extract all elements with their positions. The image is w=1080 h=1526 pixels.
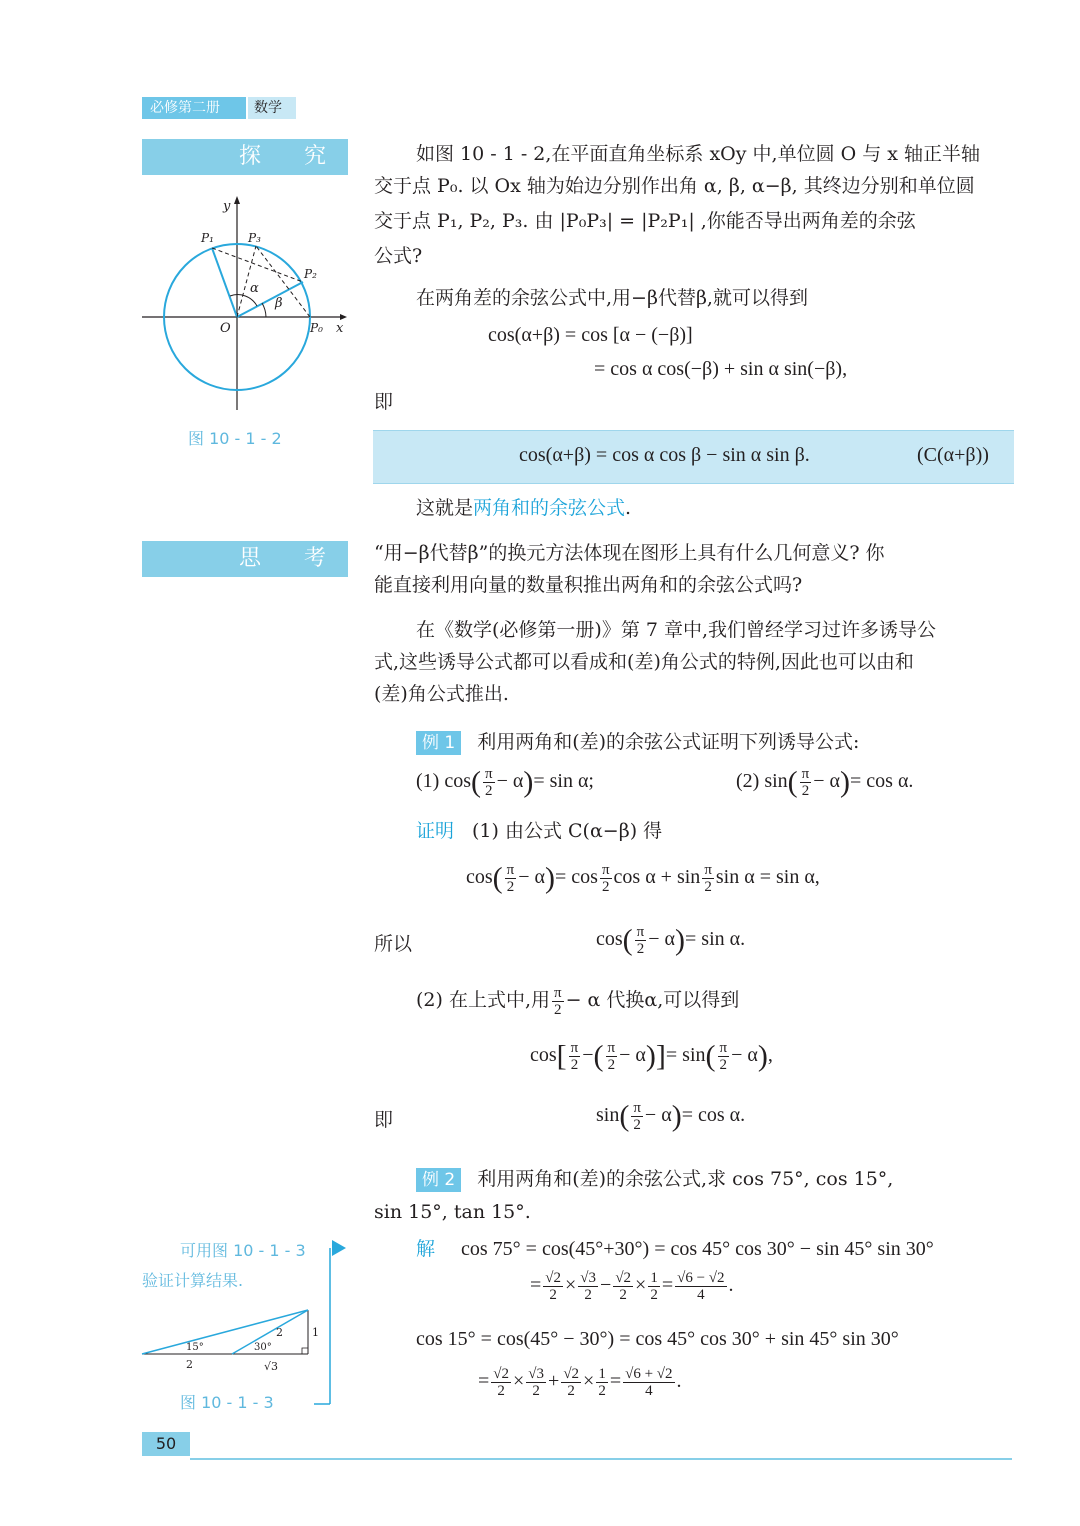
explore-line-2: 交于点 P₀. 以 Ox 轴为始边分别作出角 α, β, α−β, 其终边分别和单位圆: [374, 175, 975, 197]
think-line-2: 能直接利用向量的数量积推出两角和的余弦公式吗?: [374, 574, 803, 596]
proof-eq-4: sin( $\frac{\pi}{2}$ − α)= cos α.: [596, 1099, 746, 1133]
label-p1: P₁: [201, 231, 214, 245]
explore-paragraph-cont: [374, 170, 1016, 272]
page-number: 50: [155, 1434, 177, 1453]
explore-line-1: 如图 10 - 1 - 2,在平面直角坐标系 xOy 中,单位圆 O 与 x 轴正半轴: [416, 143, 981, 165]
ex1-item2-pre: (2) sin: [736, 770, 788, 793]
alpha-arc: [230, 295, 257, 306]
proof-step-2: (2) 在上式中,用 $\frac{\pi}{2}$ − α 代换α,可以得到: [416, 984, 740, 1018]
explore-line-4: 公式?: [374, 245, 423, 267]
review-paragraph: [374, 614, 1016, 710]
proof-step-1: (1) 由公式 C(α−β) 得: [472, 820, 663, 842]
y-arrow: [234, 196, 240, 204]
example-1: [416, 726, 859, 758]
label-y: y: [223, 199, 231, 214]
example-2: [416, 1163, 893, 1195]
svg-text:1: 1: [312, 1326, 319, 1339]
page-number-box: [142, 1432, 190, 1456]
ex1-item1-post: = sin α;: [533, 770, 594, 793]
think-label: 思 考: [142, 541, 348, 577]
example-2-text-2: sin 15°, tan 15°.: [374, 1201, 531, 1223]
label-alpha: α: [250, 281, 259, 296]
note-arrow-icon: [332, 1240, 346, 1256]
ex1-item-2: (2) sin( $\frac{\pi}{2}$ − α)= cos α.: [736, 765, 914, 799]
x-arrow: [340, 314, 347, 320]
radius-p1: [212, 248, 237, 317]
svg-text:15°: 15°: [186, 1342, 204, 1353]
svg-text:√3: √3: [264, 1360, 279, 1373]
header-subject: 数学: [248, 97, 296, 119]
think-paragraph: [374, 537, 1016, 601]
ex1-item1-pre: (1) cos: [416, 770, 471, 793]
suoyi: 所以: [374, 933, 413, 955]
label-beta: β: [275, 296, 283, 311]
explore-paragraph: [416, 138, 1016, 170]
figure-triangles: [140, 1302, 320, 1382]
eq1-line1: cos(α+β) = cos [α − (−β)]: [488, 324, 693, 346]
eq1-line2: = cos α cos(−β) + sin α sin(−β),: [594, 358, 848, 380]
proof-eq-1: cos( $\frac{\pi}{2}$ − α)= cos $\frac{\pi}{2}$ cos α + sin $\frac{\pi}{2}$ sin α = sin α,: [466, 861, 820, 895]
substitute-intro: 在两角差的余弦公式中,用−β代替β,就可以得到: [416, 287, 808, 309]
svg-text:2: 2: [276, 1326, 283, 1339]
side-note-line-1: 可用图 10 - 1 - 3: [180, 1241, 306, 1260]
figure-unit-circle: [140, 190, 350, 420]
figure-caption-1: 图 10 - 1 - 2: [188, 429, 282, 448]
explore-line-3: 交于点 P₁, P₂, P₃. 由 |P₀P₃| = |P₂P₁| ,你能否导出两角差的余弦: [374, 210, 916, 232]
solution-line-1: 解 cos 75° = cos(45°+30°) = cos 45° cos 30° − sin 45° sin 30°: [416, 1238, 934, 1260]
explore-label: 探 究: [142, 139, 348, 175]
side-note-line-2: 验证计算结果.: [142, 1271, 244, 1290]
boxed-formula-tag: (C(α+β)): [917, 444, 989, 466]
figure-caption-2: 图 10 - 1 - 3: [180, 1393, 274, 1412]
this-is-post: .: [625, 497, 632, 519]
ex1-item-1: (1) cos( $\frac{\pi}{2}$ − α)= sin α;: [416, 765, 594, 799]
example-2-tag: 例 2: [416, 1168, 461, 1192]
review-line-1: 在《数学(必修第一册)》第 7 章中,我们曾经学习过许多诱导公: [416, 619, 937, 641]
ji-2: 即: [374, 1109, 394, 1131]
proof-eq-2: cos( $\frac{\pi}{2}$ − α)= sin α.: [596, 923, 746, 957]
solution-line-3: cos 15° = cos(45° − 30°) = cos 45° cos 30° + sin 45° sin 30°: [416, 1328, 899, 1350]
review-line-2: 式,这些诱导公式都可以看成和(差)角公式的特例,因此也可以由和: [374, 651, 914, 673]
ji-1: 即: [374, 391, 394, 413]
example-1-tag: 例 1: [416, 731, 461, 755]
this-is-line: [416, 492, 631, 524]
header-book: 必修第二册: [142, 97, 246, 119]
solution-line-4: = $\frac{√2}{2}$ × $\frac{√3}{2}$ + $\frac{√2}{2}$ × $\frac{1}{2}$ = $\frac{√6 + √2}{4}$ .: [478, 1366, 682, 1399]
proof-label: 证明: [416, 820, 455, 842]
solution-label: 解: [416, 1238, 436, 1260]
ex1-item2-post: = cos α.: [850, 770, 914, 793]
label-p0: P₀: [310, 321, 323, 335]
radius-p2: [237, 282, 303, 317]
solution-line-2: = $\frac{√2}{2}$ × $\frac{√3}{2}$ − $\frac{√2}{2}$ × $\frac{1}{2}$ = $\frac{√6 - √2}{4}$ .: [530, 1270, 734, 1303]
this-is-pre: 这就是: [416, 497, 474, 519]
svg-text:2: 2: [186, 1358, 193, 1371]
label-p2: P₂: [304, 267, 317, 281]
example-1-text: 利用两角和(差)的余弦公式证明下列诱导公式:: [477, 731, 860, 753]
footer-rule: [190, 1458, 1012, 1460]
proof-start: [416, 815, 662, 847]
example-2-text: 利用两角和(差)的余弦公式,求 cos 75°, cos 15°,: [477, 1168, 894, 1190]
proof-eq-3: cos[ $\frac{\pi}{2}$ −( $\frac{\pi}{2}$ − α)]= sin( $\frac{\pi}{2}$ − α),: [530, 1039, 773, 1073]
beta-arc: [262, 303, 266, 317]
svg-text:30°: 30°: [254, 1342, 272, 1353]
label-p3: P₃: [248, 231, 261, 245]
label-x: x: [336, 321, 344, 336]
review-line-3: (差)角公式推出.: [374, 683, 509, 705]
think-line-1: “用−β代替β”的换元方法体现在图形上具有什么几何意义? 你: [374, 542, 885, 564]
sum-cosine-formula-box: [373, 430, 1014, 484]
sum-cosine-term: 两角和的余弦公式: [473, 497, 626, 519]
boxed-formula: cos(α+β) = cos α cos β − sin α sin β.: [519, 444, 810, 466]
label-o: O: [220, 321, 231, 336]
